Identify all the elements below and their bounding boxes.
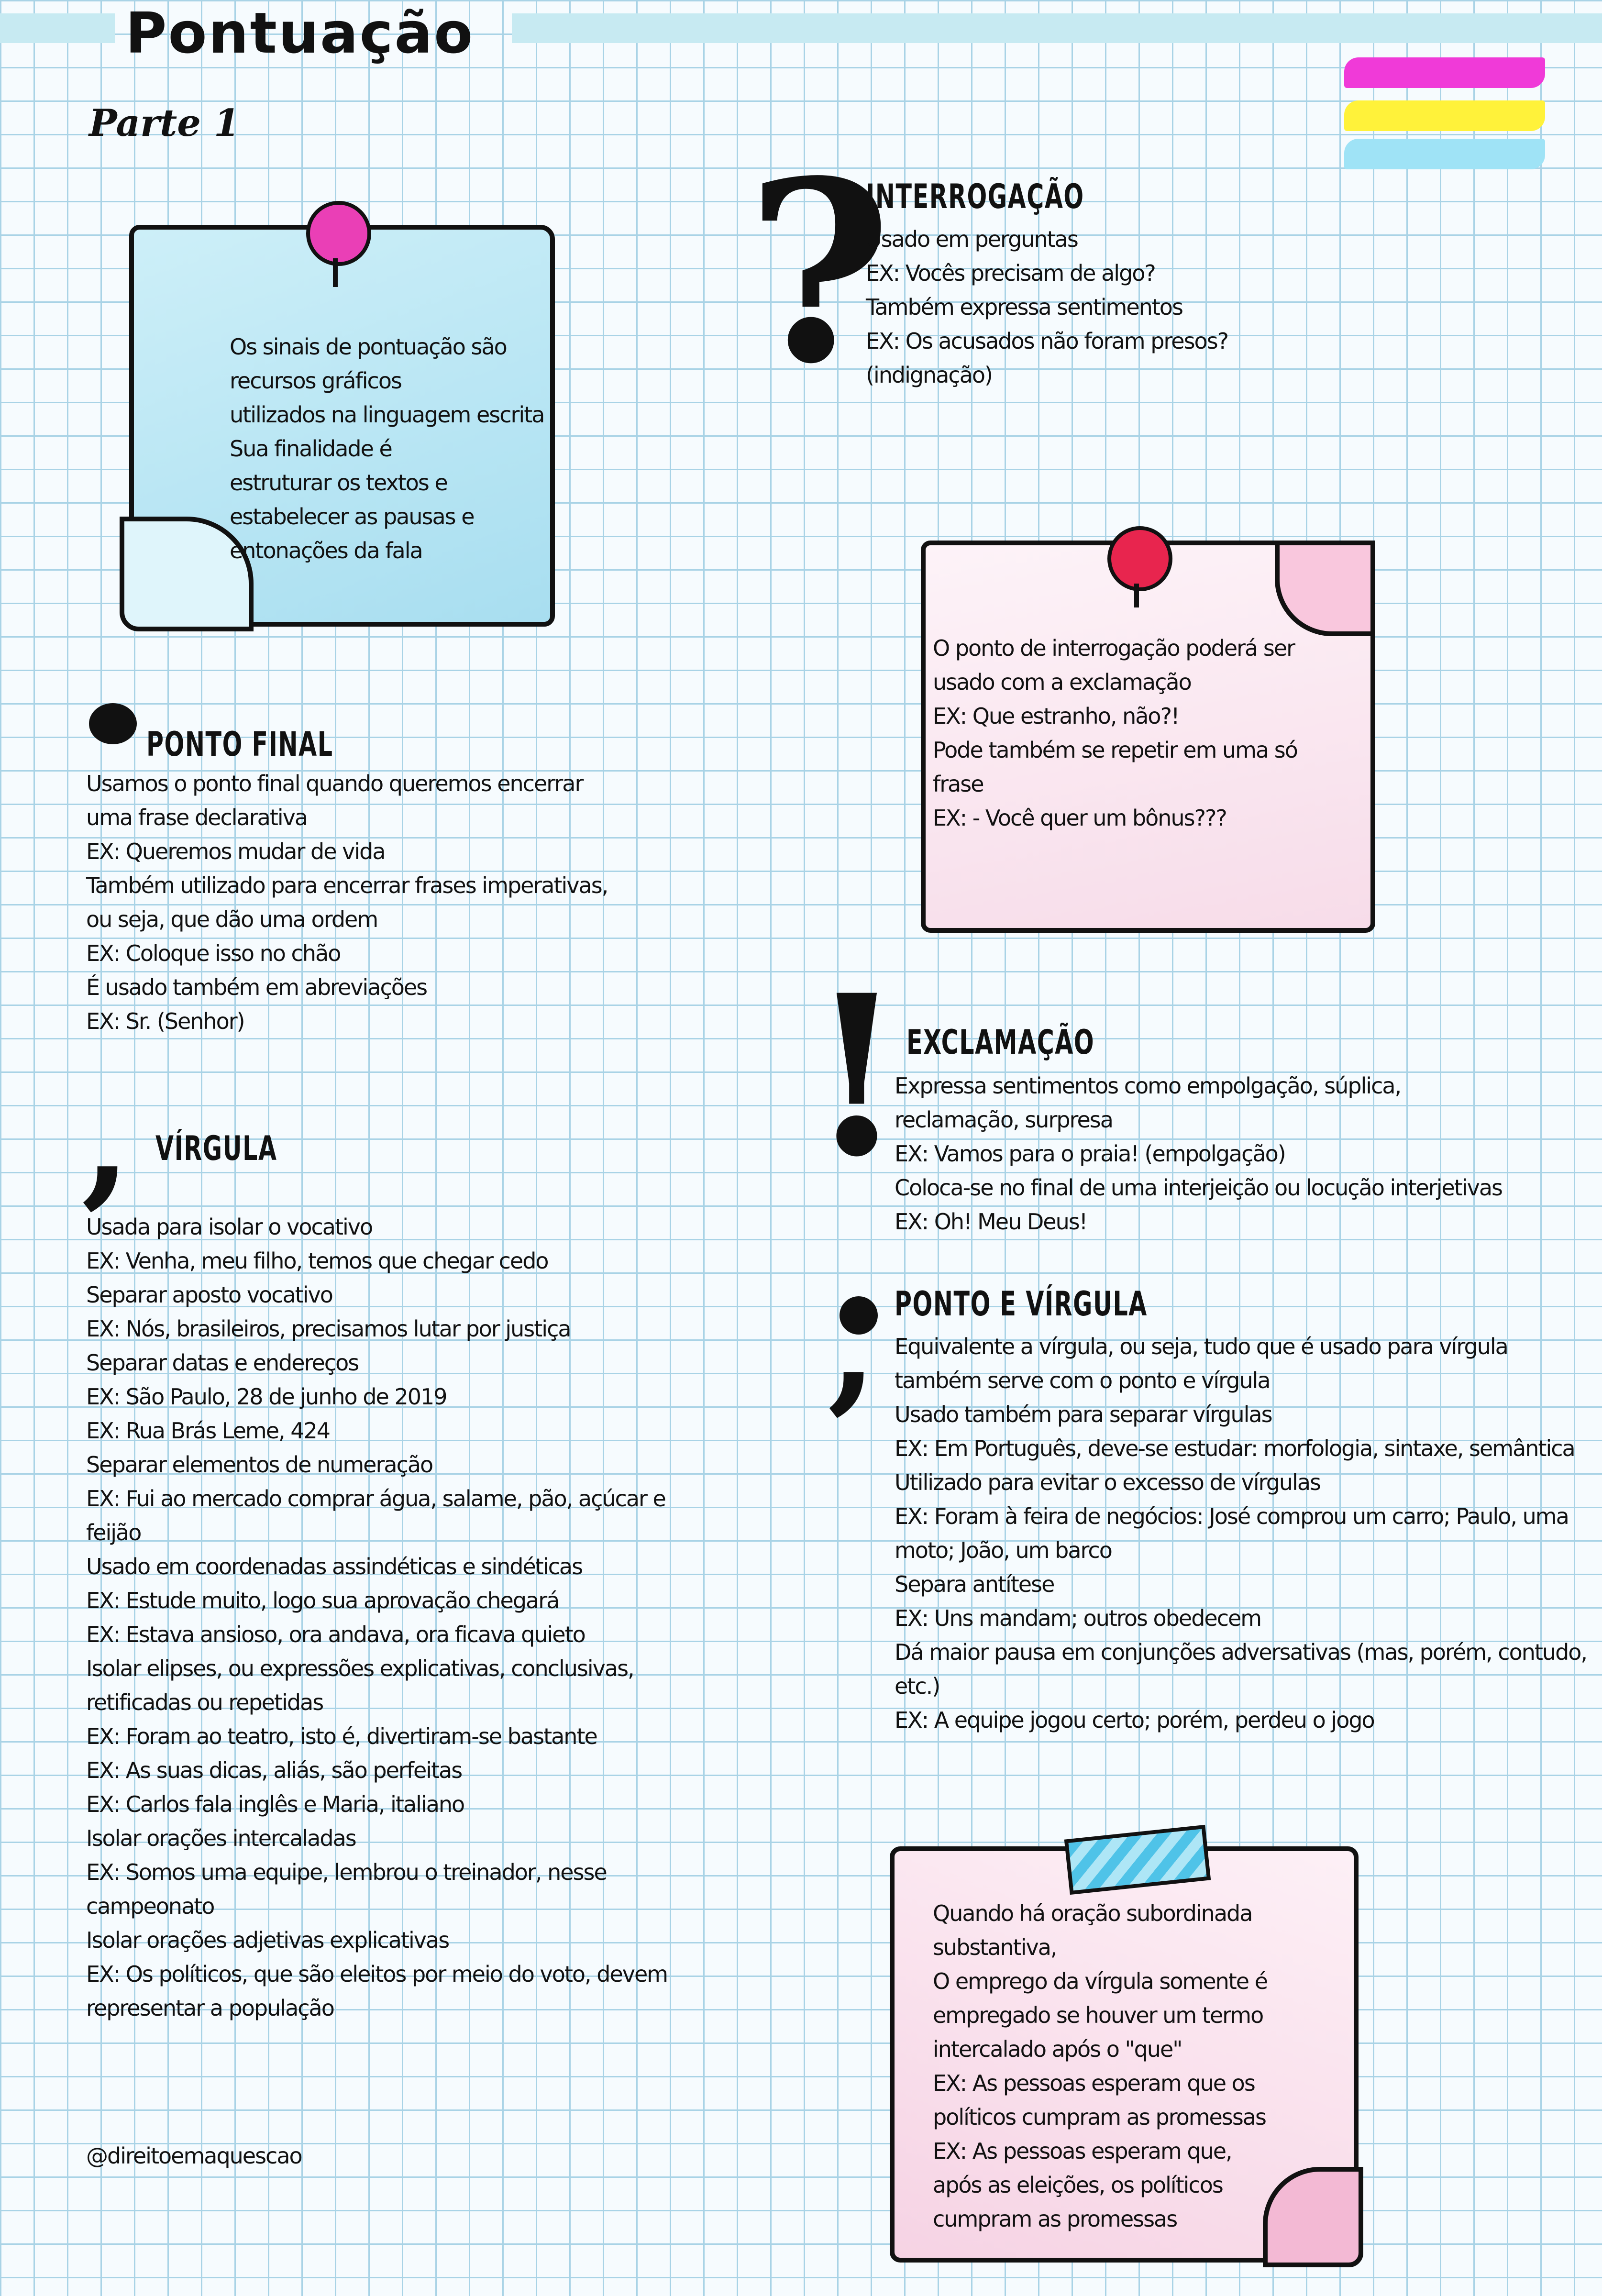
title-banner-right (512, 13, 1602, 43)
virgula-title: VÍRGULA (155, 1129, 277, 1168)
swatch-pink (1344, 57, 1545, 88)
push-pin-stem (1134, 584, 1139, 607)
ponto-e-virgula-title: PONTO E VÍRGULA (895, 1284, 1148, 1324)
ponto-final-title: PONTO FINAL (146, 725, 333, 764)
ponto-e-virgula-text: Equivalente a vírgula, ou seja, tudo que é usado para vírgula também serve com o ponto e vírgula Usado também para separar vírgulas EX: Em Português, deve-se estudar: morfologia, sintaxe, semântica Utilizado para evitar o excesso de vírgulas EX: Foram à feira de negócios: José comprou um carro; Paulo, uma moto; João, um barco Separa antítese EX: Uns mandam; outros obedecem Dá maior pausa em conjunções adversativas (mas, porém, contudo, etc.) EX: A equipe jogou certo; porém, perdeu o jogo (895, 1334, 1587, 1733)
exclamation-mark-icon: ! (808, 947, 905, 1205)
exclamacao-title: EXCLAMAÇÃO (906, 1023, 1095, 1062)
page-title: Pontuação (125, 0, 475, 66)
swatch-yellow (1344, 100, 1545, 131)
interrogacao-note-text: O ponto de interrogação poderá ser usado com a exclamação EX: Que estranho, não?! Pode também se repetir em uma só frase EX: - Você quer um bônus??? (933, 635, 1297, 831)
period-dot-icon (89, 703, 137, 744)
push-pin-icon (306, 201, 371, 266)
interrogacao-text: Usado em perguntas EX: Vocês precisam de algo? Também expressa sentimentos EX: Os acusados não foram presos? (indignação) (866, 226, 1228, 388)
virgula-note-text: Quando há oração subordinada substantiva, O emprego da vírgula somente é empregado se houver um termo intercalado após o "que" EX: As pessoas esperam que os políticos cumpram as promessas EX: As pessoas esperam que, após as eleições, os políticos cumpram as promessas (933, 1900, 1267, 2232)
push-pin-stem (333, 258, 338, 287)
semicolon-icon: , (828, 1259, 878, 1428)
push-pin-icon (1107, 526, 1172, 591)
ponto-final-text: Usamos o ponto final quando queremos encerrar uma frase declarativa EX: Queremos mudar de vida Também utilizado para encerrar frases imperativas, ou seja, que dão uma ordem EX: Coloque isso no chão É usado também em abreviações EX: Sr. (Senhor) (86, 771, 608, 1034)
author-credit: @direitoemaquescao (86, 2143, 302, 2169)
exclamacao-text: Expressa sentimentos como empolgação, súplica, reclamação, surpresa EX: Vamos para o praia! (empolgação) Coloca-se no final de uma interjeição ou locução interjetivas EX: Oh! Meu Deus! (895, 1073, 1502, 1235)
virgula-text: Usada para isolar o vocativo EX: Venha, meu filho, temos que chegar cedo Separar aposto vocativo EX: Nós, brasileiros, precisamos lutar por justiça Separar datas e endereços EX: São Paulo, 28 de junho de 2019 EX: Rua Brás Leme, 424 Separar elementos de numeração EX: Fui ao mercado comprar água, salame, pão, açúcar e feijão Usado em coordenadas assindéticas e sindéticas EX: Estude muito, logo sua aprovação chegará EX: Estava ansioso, ora andava, ora ficava quieto Isolar elipses, ou expressões explicativas, conclusivas, retificadas ou repetidas EX: Foram ao teatro, isto é, divertiram-se bastante EX: As suas dicas, aliás, são perfeitas EX: Carlos fala inglês e Maria, italiano Isolar orações intercaladas EX: Somos uma equipe, lembrou o treinador, nesse campeonato Isolar orações adjetivas explicativas EX: Os políticos, que são eleitos por meio do voto, devem representar a população (86, 1214, 668, 2021)
question-mark-icon: ? (746, 126, 892, 419)
title-banner-left (0, 13, 115, 43)
comma-icon: , (81, 1054, 132, 1223)
intro-note-text: Os sinais de pontuação são recursos gráficos utilizados na linguagem escrita Sua finalidade é estruturar os textos e estabelecer as pausas e entonações da fala (230, 334, 544, 563)
part-label: Parte 1 (89, 101, 240, 145)
swatch-blue (1344, 139, 1545, 169)
interrogacao-title: INTERROGAÇÃO (866, 177, 1084, 216)
